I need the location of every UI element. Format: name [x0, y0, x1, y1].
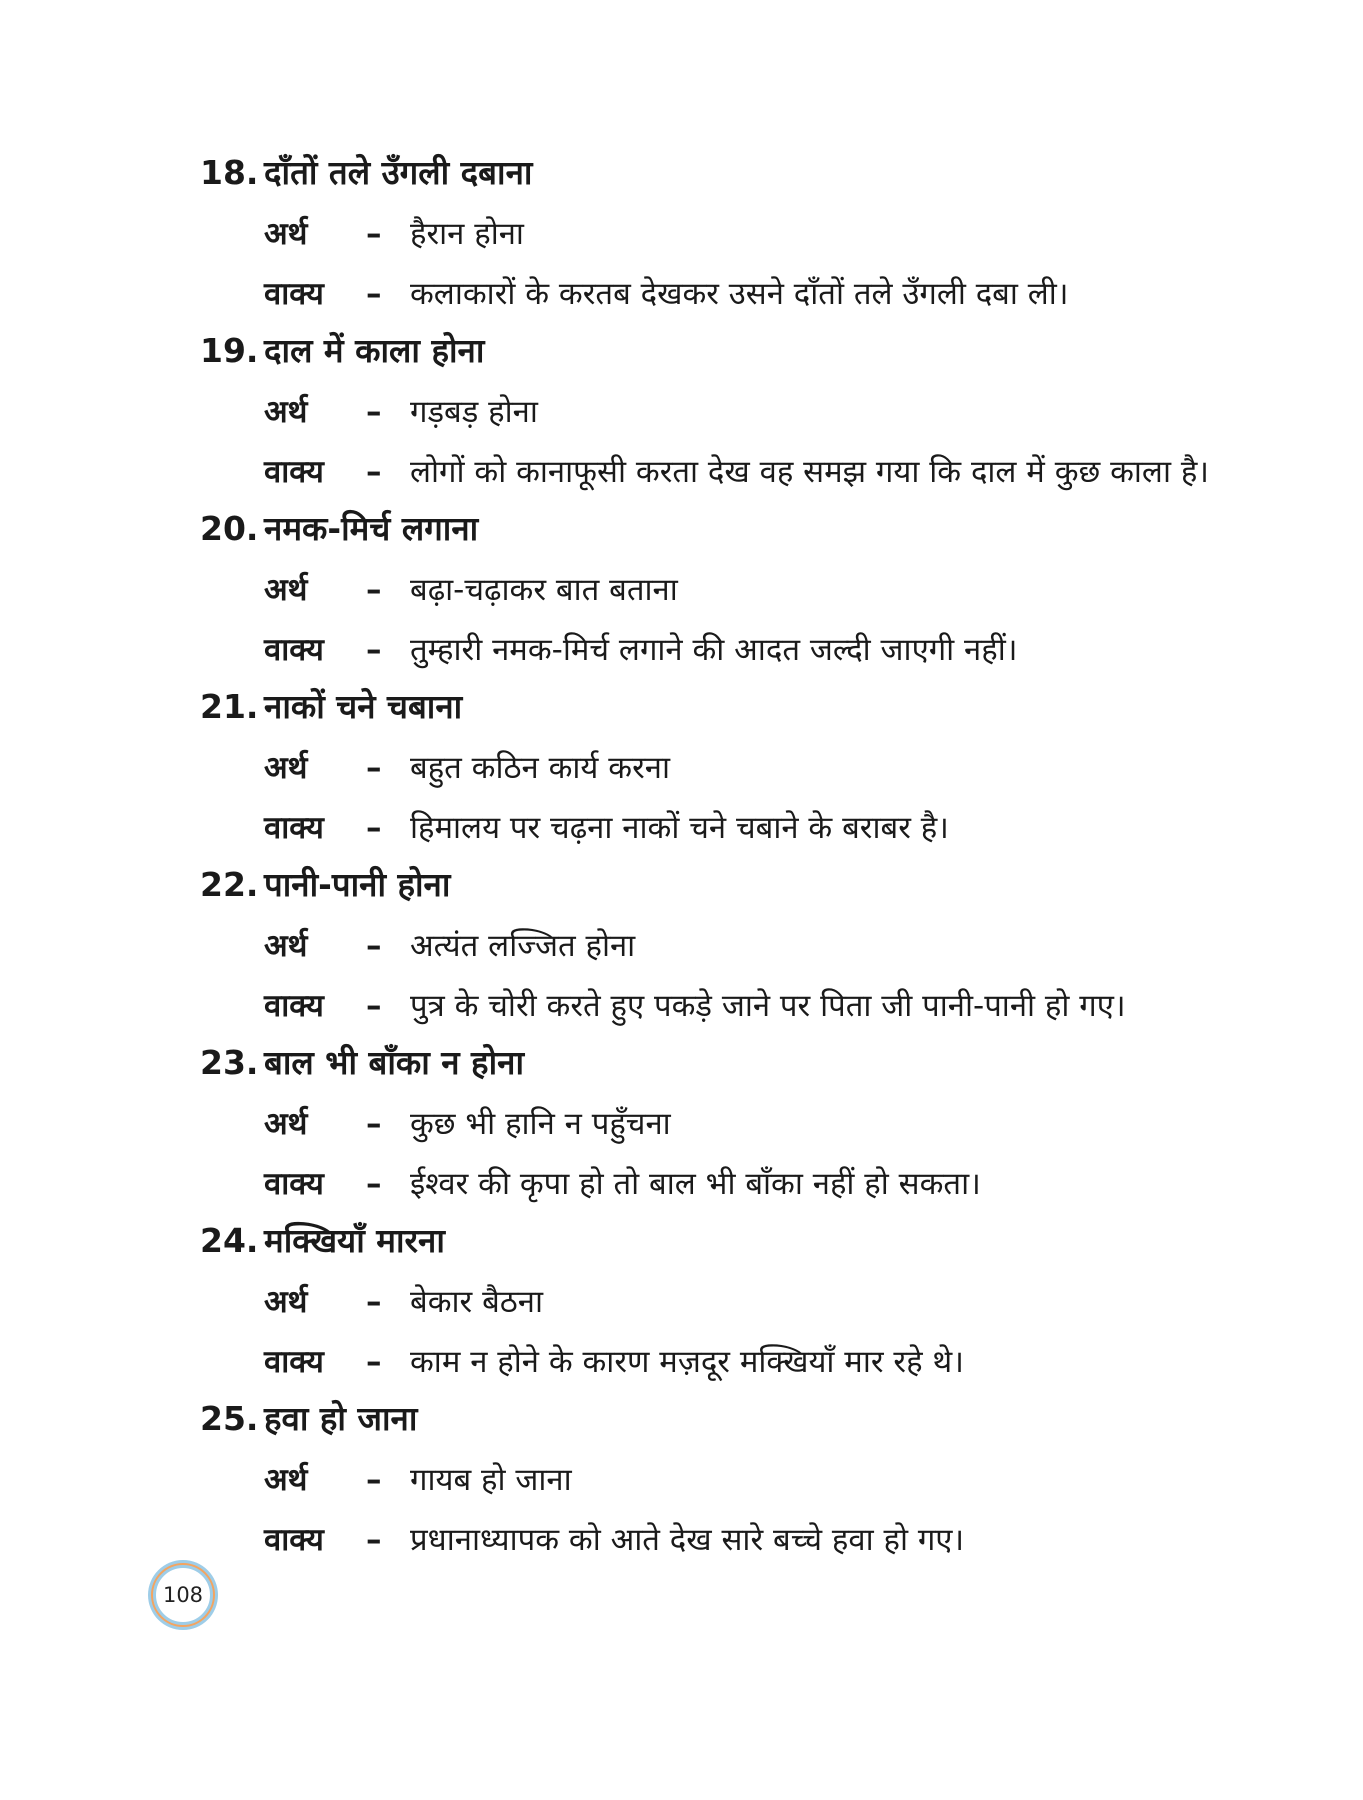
- dash: –: [366, 276, 382, 312]
- meaning-text: कुछ भी हानि न पहुँचना: [410, 1106, 671, 1142]
- dash: –: [366, 810, 382, 846]
- meaning-row: [264, 1096, 1320, 1156]
- meaning-label: अर्थ: [264, 1462, 308, 1498]
- meaning-label: अर्थ: [264, 572, 308, 608]
- dash: –: [366, 1462, 382, 1498]
- meaning-label: अर्थ: [264, 1284, 308, 1320]
- sentence-text: कलाकारों के करतब देखकर उसने दाँतों तले उँगली दबा ली।: [410, 276, 1069, 312]
- meaning-label: अर्थ: [264, 750, 308, 786]
- idiom-phrase: नमक-मिर्च लगाना: [264, 509, 479, 548]
- dash: –: [366, 216, 382, 252]
- meaning-label: अर्थ: [264, 928, 308, 964]
- meaning-text: बहुत कठिन कार्य करना: [410, 750, 670, 786]
- meaning-label: अर्थ: [264, 1106, 308, 1142]
- idiom-title: [200, 148, 1320, 206]
- idiom-entry: [200, 326, 1320, 504]
- idiom-title: [200, 1038, 1320, 1096]
- sentence-row: [264, 1512, 1320, 1572]
- dash: –: [366, 454, 382, 490]
- sentence-label: वाक्य: [264, 1344, 324, 1380]
- meaning-row: [264, 384, 1320, 444]
- idiom-number: 24.: [200, 1221, 259, 1260]
- meaning-row: [264, 1452, 1320, 1512]
- idiom-number: 23.: [200, 1043, 259, 1082]
- idiom-number: 21.: [200, 687, 259, 726]
- sentence-label: वाक्य: [264, 810, 324, 846]
- dash: –: [366, 928, 382, 964]
- meaning-text: हैरान होना: [410, 216, 524, 252]
- meaning-text: बेकार बैठना: [410, 1284, 544, 1320]
- idiom-title: [200, 682, 1320, 740]
- idiom-title: [200, 1394, 1320, 1452]
- sentence-text: पुत्र के चोरी करते हुए पकड़े जाने पर पिता जी पानी-पानी हो गए।: [410, 988, 1126, 1024]
- sentence-text: तुम्हारी नमक-मिर्च लगाने की आदत जल्दी जाएगी नहीं।: [410, 632, 1018, 668]
- idiom-entry: [200, 682, 1320, 860]
- idiom-phrase: पानी-पानी होना: [264, 865, 451, 904]
- dash: –: [366, 572, 382, 608]
- idiom-entry: [200, 504, 1320, 682]
- dash: –: [366, 988, 382, 1024]
- meaning-row: [264, 918, 1320, 978]
- idiom-entry: [200, 1038, 1320, 1216]
- idiom-title: [200, 860, 1320, 918]
- meaning-text: बढ़ा-चढ़ाकर बात बताना: [410, 572, 678, 608]
- idiom-phrase: मक्खियाँ मारना: [264, 1221, 445, 1260]
- sentence-row: [264, 266, 1320, 326]
- idiom-title: [200, 326, 1320, 384]
- idiom-phrase: दाँतों तले उँगली दबाना: [264, 153, 533, 192]
- dash: –: [366, 1344, 382, 1380]
- idiom-phrase: बाल भी बाँका न होना: [264, 1043, 524, 1082]
- idiom-number: 22.: [200, 865, 259, 904]
- meaning-row: [264, 562, 1320, 622]
- idiom-number: 20.: [200, 509, 259, 548]
- page-number-badge: [153, 1565, 213, 1625]
- meaning-row: [264, 206, 1320, 266]
- idiom-entry: [200, 1394, 1320, 1572]
- idiom-title: [200, 1216, 1320, 1274]
- idiom-list: [200, 148, 1320, 1572]
- meaning-text: अत्यंत लज्जित होना: [410, 928, 636, 964]
- idiom-phrase: दाल में काला होना: [264, 331, 485, 370]
- meaning-text: गायब हो जाना: [410, 1462, 572, 1498]
- meaning-row: [264, 1274, 1320, 1334]
- sentence-label: वाक्य: [264, 988, 324, 1024]
- sentence-label: वाक्य: [264, 632, 324, 668]
- sentence-label: वाक्य: [264, 1166, 324, 1202]
- dash: –: [366, 1106, 382, 1142]
- sentence-text: प्रधानाध्यापक को आते देख सारे बच्चे हवा हो गए।: [410, 1522, 965, 1558]
- sentence-text: काम न होने के कारण मज़दूर मक्खियाँ मार रहे थे।: [410, 1344, 964, 1380]
- sentence-label: वाक्य: [264, 276, 324, 312]
- idiom-entry: [200, 860, 1320, 1038]
- dash: –: [366, 1522, 382, 1558]
- meaning-row: [264, 740, 1320, 800]
- sentence-row: [264, 978, 1320, 1038]
- sentence-row: [264, 622, 1320, 682]
- sentence-row: [264, 1334, 1320, 1394]
- page-number: 108: [162, 1583, 204, 1607]
- idiom-number: 25.: [200, 1399, 259, 1438]
- sentence-row: [264, 800, 1320, 860]
- idiom-phrase: नाकों चने चबाना: [264, 687, 463, 726]
- meaning-label: अर्थ: [264, 216, 308, 252]
- dash: –: [366, 750, 382, 786]
- sentence-row: [264, 1156, 1320, 1216]
- idiom-entry: [200, 1216, 1320, 1394]
- meaning-text: गड़बड़ होना: [410, 394, 538, 430]
- sentence-label: वाक्य: [264, 454, 324, 490]
- sentence-row: [264, 444, 1320, 504]
- idiom-title: [200, 504, 1320, 562]
- sentence-text: हिमालय पर चढ़ना नाकों चने चबाने के बराबर है।: [410, 810, 949, 846]
- sentence-text: ईश्वर की कृपा हो तो बाल भी बाँका नहीं हो सकता।: [410, 1166, 981, 1202]
- dash: –: [366, 1166, 382, 1202]
- dash: –: [366, 1284, 382, 1320]
- dash: –: [366, 394, 382, 430]
- idiom-number: 19.: [200, 331, 259, 370]
- idiom-entry: [200, 148, 1320, 326]
- dash: –: [366, 632, 382, 668]
- idiom-phrase: हवा हो जाना: [264, 1399, 418, 1438]
- meaning-label: अर्थ: [264, 394, 308, 430]
- sentence-text: लोगों को कानाफूसी करता देख वह समझ गया कि दाल में कुछ काला है।: [410, 454, 1210, 490]
- idiom-number: 18.: [200, 153, 259, 192]
- sentence-label: वाक्य: [264, 1522, 324, 1558]
